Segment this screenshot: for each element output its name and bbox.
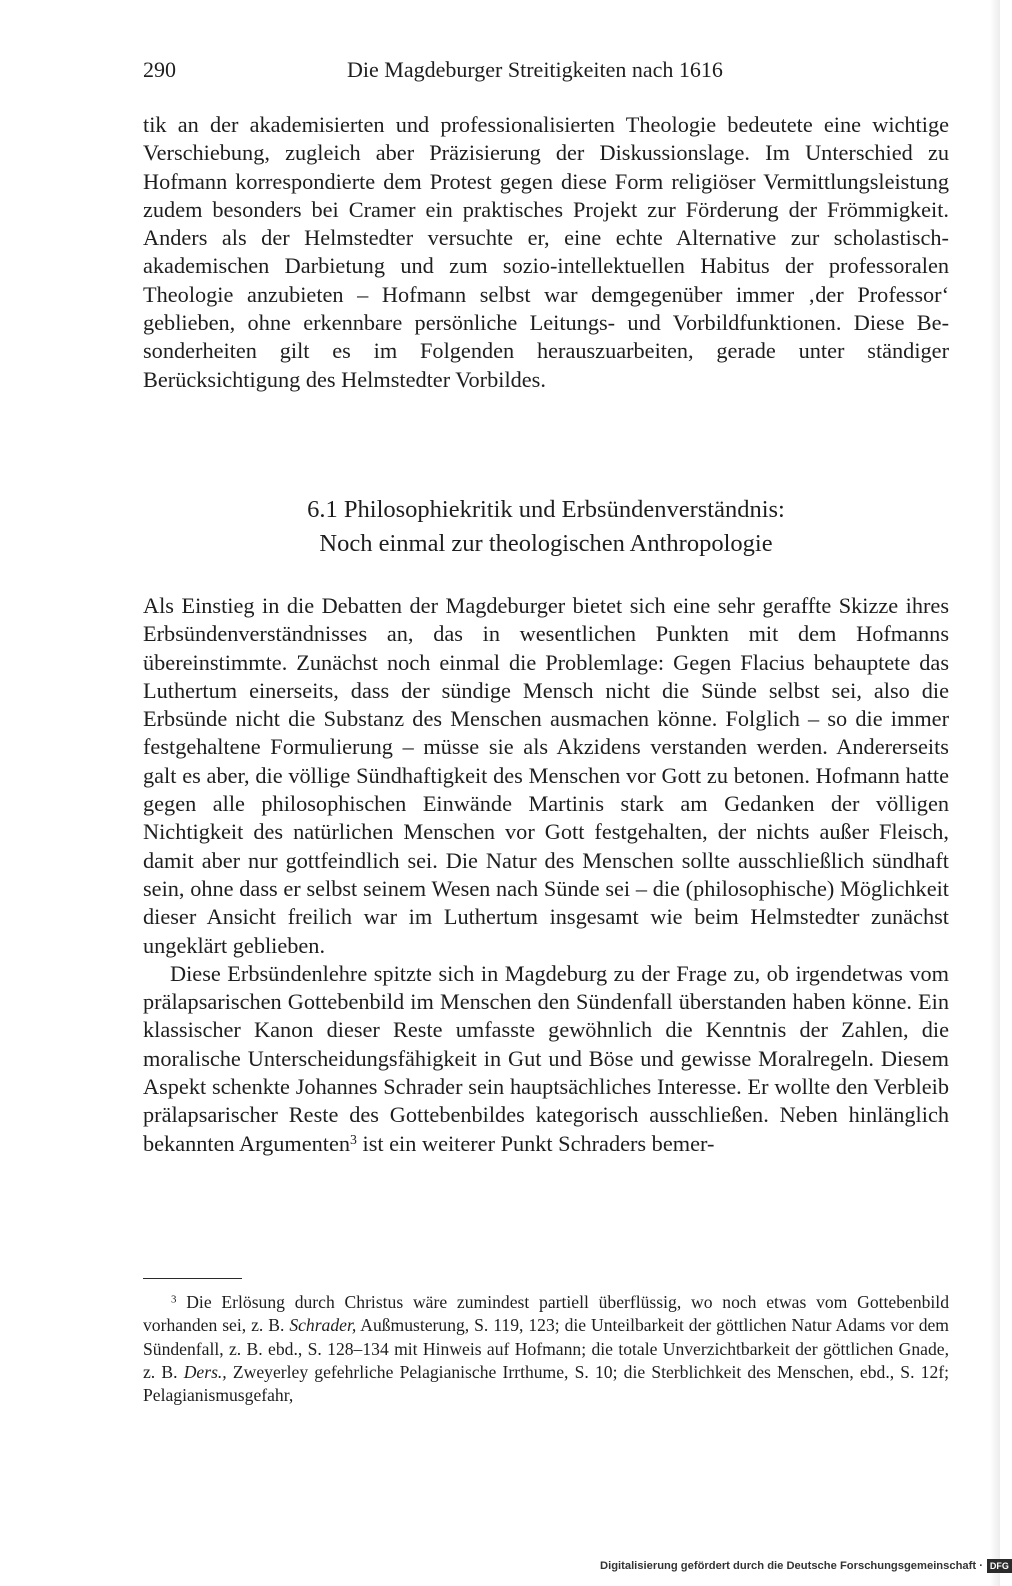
footnote-divider	[143, 1278, 242, 1279]
footnote-reference[interactable]: 3	[350, 1131, 357, 1147]
footnote-number: 3	[171, 1293, 177, 1306]
footnote-author-1: Schrader,	[289, 1315, 357, 1336]
footnote-text-1: Die Erlösung durch Christus wäre zumindest partiell überflüssig, wo noch etwas vom Gottebenbild vorhanden sei, z. B.	[143, 1292, 949, 1336]
dfg-logo: DFG	[987, 1559, 1012, 1573]
section-heading-line1: 6.1 Philosophiekritik und Erbsündenverständnis:	[307, 496, 785, 523]
page-number: 290	[143, 57, 176, 82]
footnote-author-2: Ders.,	[183, 1361, 227, 1382]
paragraph-2-text: Diese Erbsündenlehre spitzte sich in Magdeburg zu der Frage zu, ob irgendetwas vom prälapsarischen Gottebenbild im Menschen den Sündenfall überstanden haben könne. Ein klassischer Kanon dieser Reste umfasste gewöhnlich die Kenntnis der Zahlen, die moralische Unterscheidungsfähigkeit in Gut und Böse und gewisse Moralregeln. Diesem Aspekt schenkte Johannes Schrader sein hauptsächliches Interesse. Er wollte den Verbleib prälapsarischer Reste des Gottebenbildes kategorisch ausschließen. Neben hinlänglich bekannten Argumenten	[143, 960, 949, 1156]
section-paragraph-1: Als Einstieg in die Debatten der Magdeburger bietet sich eine sehr geraffte Skizze ihres Erbsündenverständnisses an, das in wesentlichen Punkten mit dem Hofmanns übereinstimmte. Zunächst noch einmal die Problemlage: Gegen Flacius behauptete das Luthertum einerseits, dass der sündige Mensch nicht die Sünde selbst sei, also die Erbsünde nicht die Substanz des Menschen ausmachen könne. Folglich – so die immer festgehaltene Formulierung – müsse sie als Akzidens verstanden werden. Andererseits galt es aber, die völlige Sündhaftigkeit des Menschen vor Gott zu betonen. Hofmann hatte gegen alle philosophischen Einwände Martinis stark am Gedanken der völligen Nichtigkeit des natürlichen Menschen vor Gott festgehalten, der nichts außer Fleisch, damit aber nur gottfeindlich sei. Die Natur des Menschen sollte ausschließlich sündhaft sein, ohne dass er selbst seinem Wesen nach Sünde sei – die (philosophische) Möglichkeit dieser Ansicht freilich war im Luthertum insgesamt wie beim Helmstedter zunächst ungeklärt geblieben.	[143, 593, 949, 958]
digitization-credit	[600, 1557, 1009, 1575]
paragraph-2-tail: ist ein weiterer Punkt Schraders bemer-	[356, 1130, 715, 1156]
section-heading	[143, 493, 949, 561]
page-edge-shadow	[990, 0, 1000, 1586]
section-heading-line2: Noch einmal zur theologischen Anthropologie	[319, 530, 773, 557]
intro-text	[143, 111, 949, 394]
running-head	[143, 52, 953, 88]
section-text	[143, 592, 949, 1158]
running-title: Die Magdeburger Streitigkeiten nach 1616	[347, 57, 723, 82]
section-paragraph-2	[143, 960, 949, 1158]
footnote-text-2: Außmusterung, S. 119, 123; die Unteilbarkeit der göttlichen Natur Adams vor dem Sündenfall, z. B. ebd., S. 128–134 mit Hinweis auf Hofmann; die totale Unverzichtbarkeit der göttlichen Gnade, z. B.	[143, 1315, 949, 1382]
intro-paragraph: tik an der akademisierten und professionalisierten Theologie bedeutete eine wichtige Verschiebung, zugleich aber Präzisierung der Diskussionslage. Im Unterschied zu Hofmann korrespondierte dem Protest gegen diese Form religiöser Vermittlungsleistung zudem besonders bei Cramer ein praktisches Projekt zur Förderung der Frömmigkeit. Anders als der Helmstedter versuchte er, eine echte Alternative zur scholastisch-akademischen Darbietung und zum sozio-intellektuellen Habitus der professoralen Theologie anzubieten – Hofmann selbst war demgegenüber immer ‚der Professor‘ geblieben, ohne erkennbare persönliche Leitungs- und Vorbildfunktionen. Diese Besonderheiten gilt es im Folgenden herauszuarbeiten, gerade unter ständiger Berücksichtigung des Helmstedter Vorbildes.	[143, 112, 949, 392]
footnote-text-3: Zweyerley gefehrliche Pelagianische Irrthume, S. 10; die Sterblichkeit des Menschen, ebd., S. 12f; Pelagianismusgefahr,	[143, 1361, 949, 1406]
footnote-3	[143, 1291, 949, 1407]
credit-text: Digitalisierung gefördert durch die Deutsche Forschungsgemeinschaft ·	[600, 1560, 983, 1572]
